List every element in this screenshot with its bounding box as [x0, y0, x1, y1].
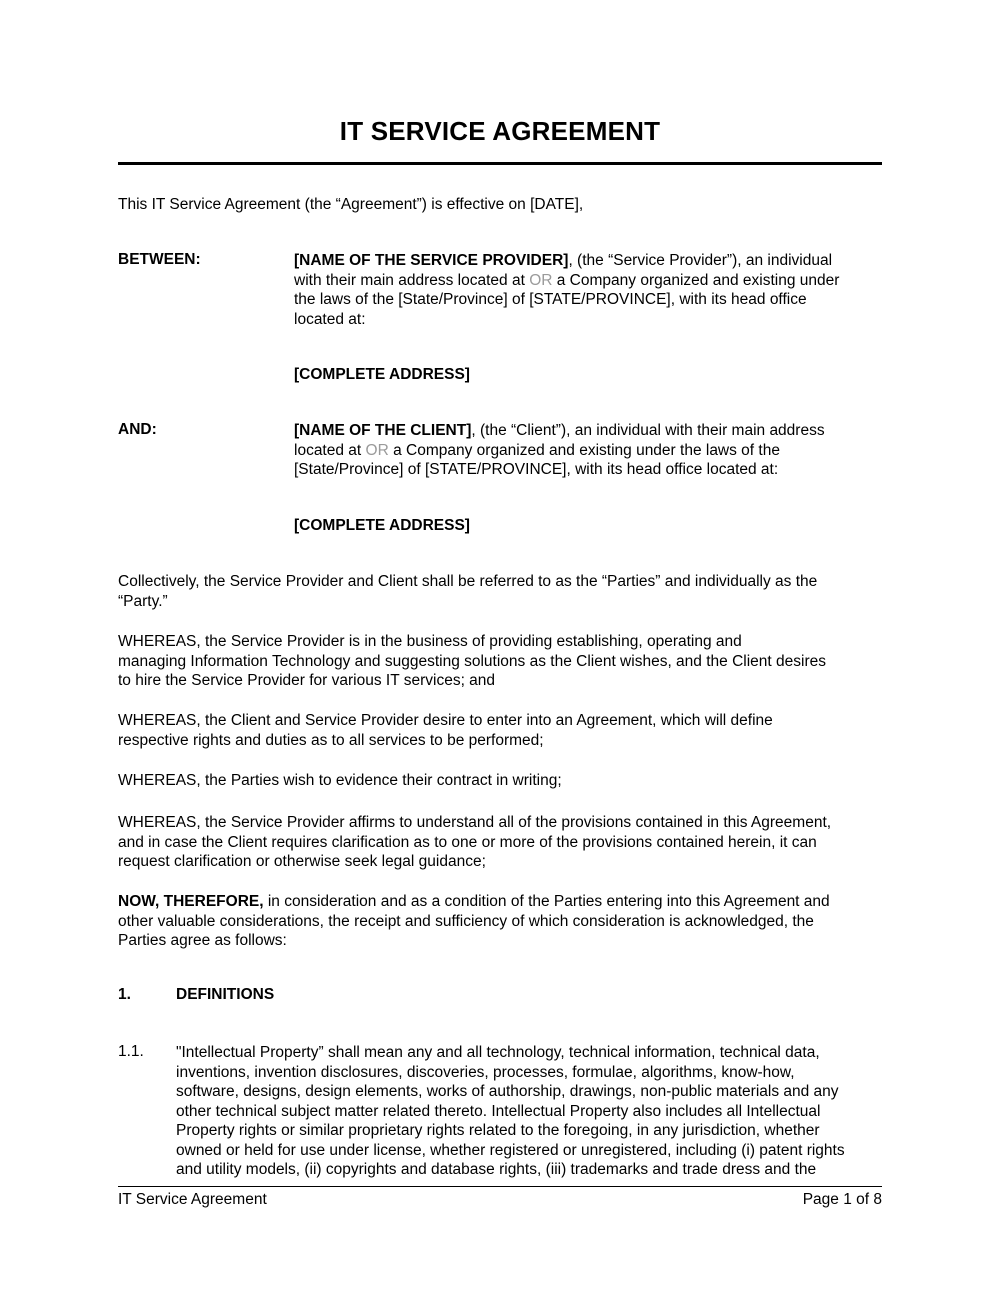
whereas-paragraph-1: WHEREAS, the Service Provider is in the business of providing establishing, operating and managing Information Technology and suggesting solutions as the Client wishes, and the Client desires to hire the Service Provider for various IT services; and	[118, 633, 826, 689]
section-title: DEFINITIONS	[176, 986, 275, 1003]
document-title: IT SERVICE AGREEMENT	[339, 116, 661, 146]
footer-divider	[118, 1186, 882, 1187]
whereas-paragraph-3: WHEREAS, the Parties wish to evidence their contract in writing;	[118, 772, 562, 789]
and-party-text: [NAME OF THE CLIENT], (the “Client”), an individual with their main address located at OR a Company organized and existing under the laws of the [State/Province] of [STATE/PROVINCE], with its head office located at:	[294, 422, 825, 478]
footer-page-number: Page 1 of 8	[802, 1191, 882, 1208]
intro-paragraph: This IT Service Agreement (the “Agreement”) is effective on [DATE],	[118, 196, 584, 213]
or-marker: OR	[529, 271, 553, 289]
subsection-number: 1.1.	[118, 1043, 144, 1060]
service-provider-address: [COMPLETE ADDRESS]	[294, 366, 470, 383]
collectively-paragraph: Collectively, the Service Provider and Client shall be referred to as the “Parties” and individually as the “Party.”	[118, 573, 818, 610]
whereas-paragraph-4: WHEREAS, the Service Provider affirms to understand all of the provisions contained in this Agreement, and in case the Client requires clarification as to one or more of the provisions contained herein, it can request clarification or otherwise seek legal guidance;	[118, 814, 832, 870]
or-marker: OR	[365, 441, 389, 459]
title-divider	[118, 162, 882, 165]
between-label: BETWEEN:	[118, 251, 201, 268]
subsection-text: "Intellectual Property” shall mean any and all technology, technical information, technical data, inventions, invention disclosures, discoveries, processes, formulae, algorithms, know-how, software, designs, design elements, works of authorship, drawings, non-public materials and any other technical subject matter related thereto. Intellectual Property also includes all Intellectual Property rights or similar proprietary rights related to the foregoing, in any jurisdiction, whether owned or held for use under license, whether registered or unregistered, including (i) patent rights and utility models, (ii) copyrights and database rights, (iii) trademarks and trade dress and the	[176, 1044, 845, 1178]
and-label: AND:	[118, 421, 157, 438]
section-number: 1.	[118, 986, 131, 1003]
now-therefore-paragraph: NOW, THEREFORE, in consideration and as a condition of the Parties entering into this Agreement and other valuable considerations, the receipt and sufficiency of which consideration is acknowledged, the Parties agree as follows:	[118, 893, 830, 949]
client-address: [COMPLETE ADDRESS]	[294, 517, 470, 534]
service-provider-name: [NAME OF THE SERVICE PROVIDER]	[294, 252, 569, 269]
whereas-paragraph-2: WHEREAS, the Client and Service Provider desire to enter into an Agreement, which will define respective rights and duties as to all services to be performed;	[118, 712, 773, 749]
client-name: [NAME OF THE CLIENT]	[294, 422, 472, 439]
between-party-text: [NAME OF THE SERVICE PROVIDER], (the “Service Provider”), an individual with their main address located at OR a Company organized and existing under the laws of the [State/Province] of [STATE/PROVINCE], with its head office located at:	[294, 252, 840, 328]
footer-document-name: IT Service Agreement	[118, 1191, 267, 1208]
